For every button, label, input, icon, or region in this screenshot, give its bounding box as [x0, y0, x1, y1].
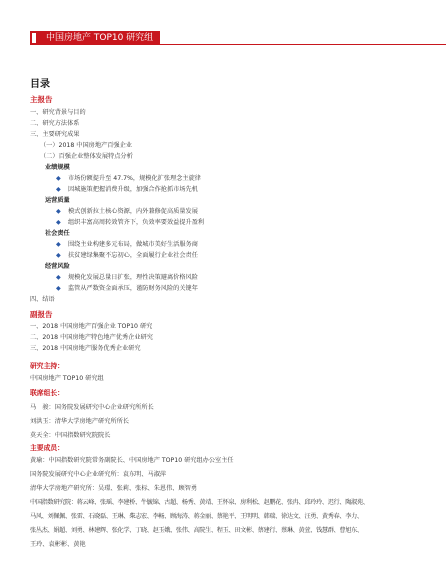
diamond-bullet-icon: ◆ [56, 285, 61, 292]
header-title: 中国房地产 TOP10 研究组 [44, 31, 159, 45]
toc-point[interactable]: ◆ 模式创新拉土核心资源，内外兼修促高质量发展 [56, 208, 198, 215]
sub-report-heading: 副报告 [30, 310, 53, 319]
toc-point[interactable]: ◆ 围绕主业构建多元布局，做城市美好生活服务商 [56, 241, 198, 248]
toc-item[interactable]: 一、研究背景与目的 [30, 109, 86, 116]
host-label: 研究主持： [30, 362, 64, 370]
leader-entry: 刘洪玉：清华大学房地产研究所所长 [30, 418, 129, 425]
member-line: 中国指数研究院：蒋云峰、张瑶、李建桥、牛毓锦、古超、杨秀、黄靖、王怀泉、房利松、赵鹏花、张冉、邱玲玲、迟行、陶淑苑、 [30, 499, 369, 506]
leader-label: 联席组长： [30, 389, 64, 397]
member-line: 王玲、袁彬彬、黄艳 [30, 541, 86, 548]
toc-item[interactable]: 三、2018 中国房地产服务优秀企业研究 [30, 345, 141, 352]
leader-entry: 马 骏：国务院发展研究中心企业研究所所长 [30, 404, 154, 411]
diamond-bullet-icon: ◆ [56, 208, 61, 215]
leader-entry: 莫天全：中国指数研究院院长 [30, 432, 111, 439]
toc-item[interactable]: 四、结语 [30, 296, 55, 303]
toc-sub-item[interactable]: （二）百强企业整体发展特点分析 [40, 153, 133, 160]
main-report-heading: 主报告 [30, 95, 53, 104]
toc-title: 目录 [30, 79, 50, 90]
toc-point[interactable]: ◆ 扶贫建绿集聚不忘初心，全面履行企业社会责任 [56, 252, 198, 259]
toc-item[interactable]: 三、主要研究成果 [30, 131, 80, 138]
toc-point[interactable]: ◆ 监管从严数资金面承压，谨防财务风险的关键年 [56, 285, 198, 292]
member-line: 马风、刘佩佩、张雷、石晓磊、王琳、柴志宏、李畅、顾海涛、蒋金丽、蔡艳平、王明明、韩瑞、徐达文、汪勇、黄秀春、李力、 [30, 513, 363, 520]
toc-group-title: 经营风险 [45, 263, 70, 270]
diamond-bullet-icon: ◆ [56, 175, 61, 182]
toc-group-title: 业绩规模 [45, 164, 70, 171]
toc-point[interactable]: ◆ 因城施策把握消费升级，加强合作抢抓市场先机 [56, 186, 198, 193]
header-underline [30, 44, 446, 45]
member-line: 张丛杰、娟超、刘勇、林建辉、张化学、丁晓、赵玉娥、张伟、高院生、程玉、田文彬、蔡建行、蔡琳、黄萱、钱慧群、曹旭东、 [30, 527, 363, 534]
diamond-bullet-icon: ◆ [56, 219, 61, 226]
toc-group-title: 运营质量 [45, 197, 70, 204]
toc-point[interactable]: ◆ 市场份额提升至 47.7%，规模化扩张理念主旋律 [56, 175, 201, 182]
diamond-bullet-icon: ◆ [56, 186, 61, 193]
diamond-bullet-icon: ◆ [56, 274, 61, 281]
header-mark [32, 33, 36, 43]
toc-item[interactable]: 二、2018 中国房地产特色地产优秀企业研究 [30, 334, 153, 341]
member-line: 国务院发展研究中心企业研究所：袁东明、马淑萍 [30, 471, 167, 478]
toc-point[interactable]: ◆ 组织丰富高周转效管齐下，负效率要效益提升盈利 [56, 219, 205, 226]
toc-item[interactable]: 二、研究方法体系 [30, 120, 80, 127]
diamond-bullet-icon: ◆ [56, 241, 61, 248]
members-label: 主要成员： [30, 444, 64, 452]
member-line: 清华大学房地产研究所：吴璟、张莉、张标、朱恩伟、顾智勇 [30, 485, 198, 492]
host-value: 中国房地产 TOP10 研究组 [30, 375, 104, 382]
toc-item[interactable]: 一、2018 中国房地产百强企业 TOP10 研究 [30, 323, 153, 330]
toc-point[interactable]: ◆ 规模化发展总量日扩张，理性决策避离价格风险 [56, 274, 198, 281]
diamond-bullet-icon: ◆ [56, 252, 61, 259]
header-box [160, 31, 446, 45]
member-line: 黄瑜：中国指数研究院常务副院长、中国房地产 TOP10 研究组办公室主任 [30, 457, 234, 464]
toc-group-title: 社会责任 [45, 230, 70, 237]
toc-sub-item[interactable]: （一）2018 中国房地产百强企业 [40, 142, 132, 149]
